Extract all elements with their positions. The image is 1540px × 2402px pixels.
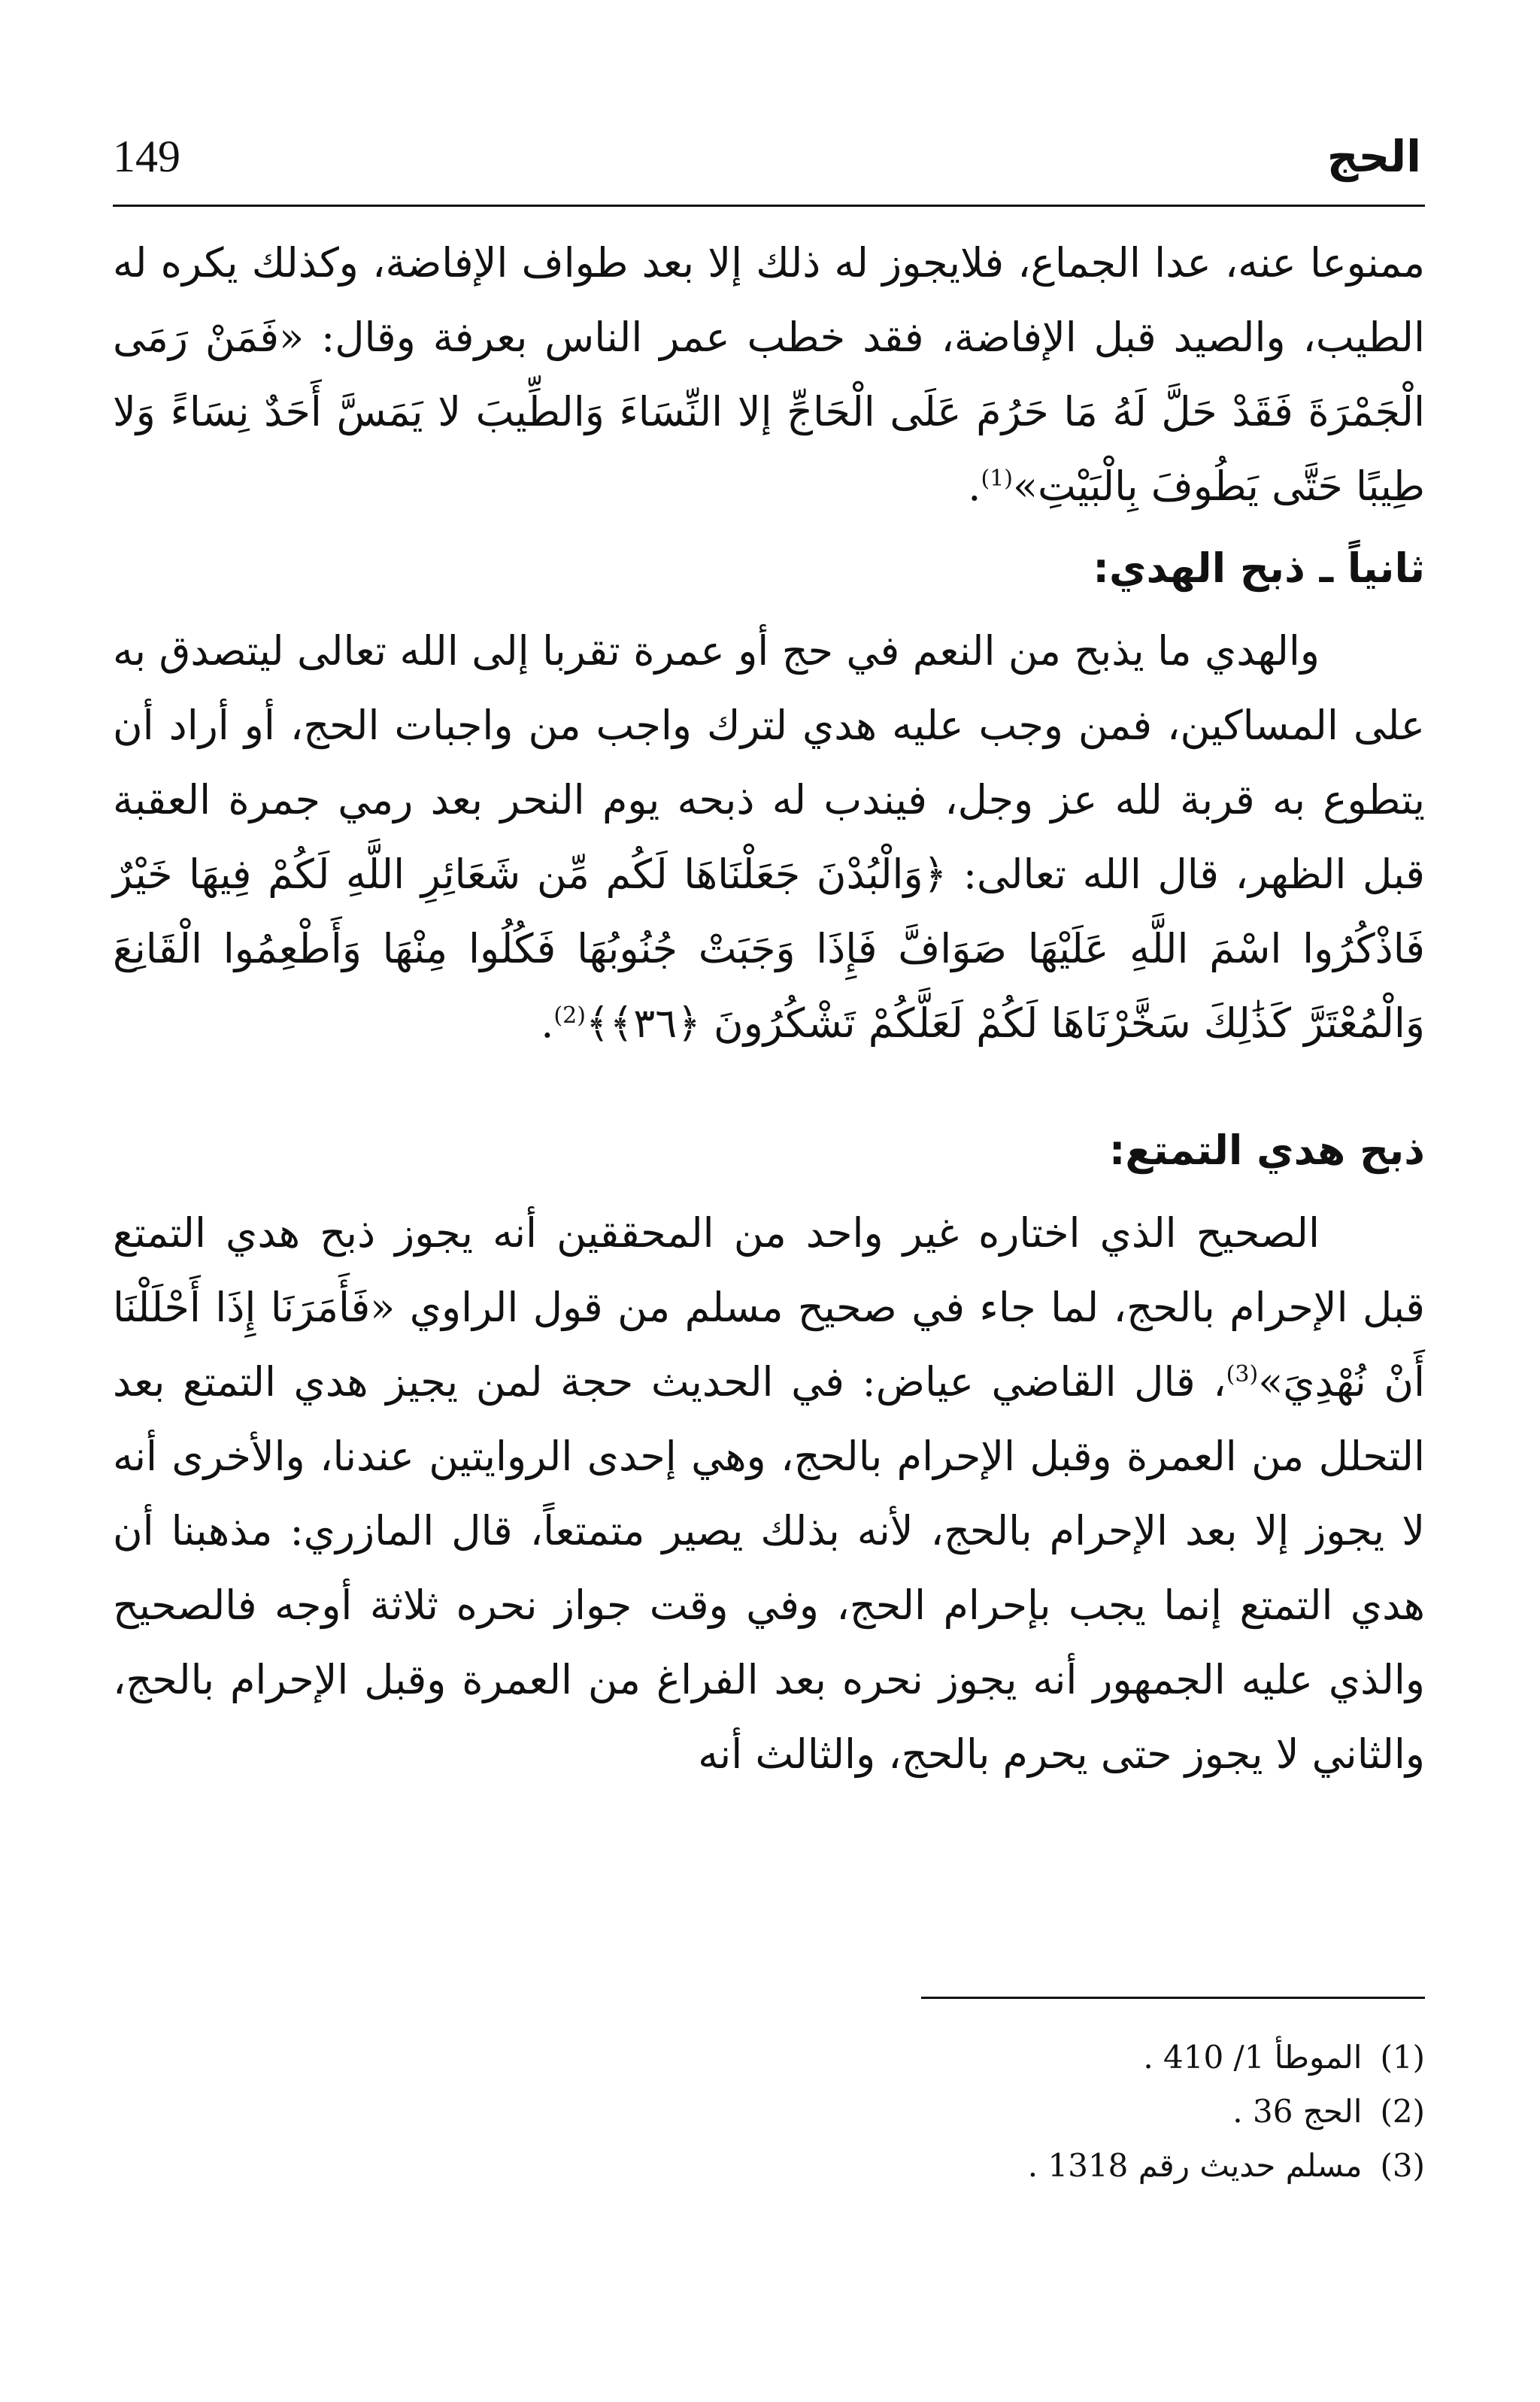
footnote-divider xyxy=(921,1997,1425,1999)
footnote-text: مسلم حديث رقم 1318 . xyxy=(1027,2147,1363,2184)
footnote-text: الموطأ 1/ 410 . xyxy=(1143,2039,1363,2076)
section-heading-tamattu: ذبح هدي التمتع: xyxy=(1108,1127,1425,1174)
main-text xyxy=(113,226,1425,1791)
paragraph-1-end: . xyxy=(968,463,981,510)
page-number: 149 xyxy=(113,132,180,181)
hadith-quote-1: «فَمَنْ رَمَى الْجَمْرَةَ فَقَدْ حَلَّ لَهُ مَا حَرُمَ عَلَى الْحَاجِّ إلا النِّسَاءَ وَالطِّيبَ لا يَمَسَّ أَحَدٌ نِسَاءً وَلا طِيبًا حَتَّى يَطُوفَ بِالْبَيْتِ» xyxy=(113,314,1425,510)
footnote-text: الحج 36 . xyxy=(1232,2093,1363,2130)
paragraph-2-end: . xyxy=(541,999,554,1047)
paragraph-2 xyxy=(113,614,1425,1060)
footnote-number: (2) xyxy=(1380,2093,1425,2130)
paragraph-3 xyxy=(113,1196,1425,1791)
footnote-item xyxy=(748,2030,1425,2085)
paragraph-1-text: ممنوعا عنه، عدا الجماع، فلايجوز له ذلك إلا بعد طواف الإفاضة، وكذلك يكره له الطيب، والصيد قبل الإفاضة، فقد خطب عمر الناس بعرفة وقال: xyxy=(113,239,1426,361)
page-header xyxy=(113,126,1421,209)
running-title: الحج xyxy=(1326,131,1421,182)
footnote-ref-1[interactable]: (1) xyxy=(981,466,1013,492)
footnote-ref-3[interactable]: (3) xyxy=(1226,1361,1259,1388)
paragraph-1 xyxy=(113,226,1425,523)
paragraph-2-text: والهدي ما يذبح من النعم في حج أو عمرة تقربا إلى الله تعالى ليتصدق به على المساكين، فمن وجب عليه هدي لترك واجب من واجبات الحج، أو أراد أن يتطوع به قربة لله عز وجل، فيندب له ذبحه يوم النحر بعد رمي جمرة العقبة قبل الظهر، قال الله تعالى: xyxy=(113,627,1425,898)
footnote-item xyxy=(748,2139,1425,2193)
footnote-item xyxy=(748,2085,1425,2139)
paragraph-3-start: الصحيح الذي اختاره غير واحد من المحققين أنه يجوز ذبح هدي التمتع قبل الإحرام بالحج، لما جاء في صحيح مسلم من قول الراوي xyxy=(113,1209,1425,1331)
header-divider xyxy=(113,205,1425,207)
hadith-quote-2: «فَأَمَرَنَا إِذَا أَحْلَلْنَا أَنْ نُهْدِيَ» xyxy=(113,1284,1425,1406)
paragraph-3-rest: ، قال القاضي عياض: في الحديث حجة لمن يجيز هدي التمتع بعد التحلل من العمرة وقبل الإحرام بالحج، وهي إحدى الروايتين عندنا، والأخرى أنه لا يجوز إلا بعد الإحرام بالحج، لأنه بذلك يصير متمتعاً، قال المازري: مذهبنا أن هدي التمتع إنما يجب بإحرام الحج، وفي وقت جواز نحره ثلاثة أوجه فالصحيح والذي عليه الجمهور أنه يجوز نحره بعد الفراغ من العمرة وقبل الإحرام بالحج، والثاني لا يجوز حتى يحرم بالحج، والثالث أنه xyxy=(113,1358,1425,1778)
section-heading-slaughter: ثانياً ـ ذبح الهدي: xyxy=(1093,544,1425,592)
quran-verse: ﴿وَالْبُدْنَ جَعَلْنَاهَا لَكُم مِّن شَعَائِرِ اللَّهِ لَكُمْ فِيهَا خَيْرٌ فَاذْكُرُوا اسْمَ اللَّهِ عَلَيْهَا صَوَافَّ فَإِذَا وَجَبَتْ جُنُوبُهَا فَكُلُوا مِنْهَا وَأَطْعِمُوا الْقَانِعَ وَالْمُعْتَرَّ كَذَٰلِكَ سَخَّرْنَاهَا لَكُمْ لَعَلَّكُمْ تَشْكُرُونَ ﴿٣٦﴾﴾ xyxy=(113,851,1425,1047)
footnotes xyxy=(748,2030,1425,2193)
footnote-ref-2[interactable]: (2) xyxy=(553,1002,586,1029)
footnote-number: (3) xyxy=(1380,2147,1425,2184)
footnote-number: (1) xyxy=(1380,2039,1425,2076)
